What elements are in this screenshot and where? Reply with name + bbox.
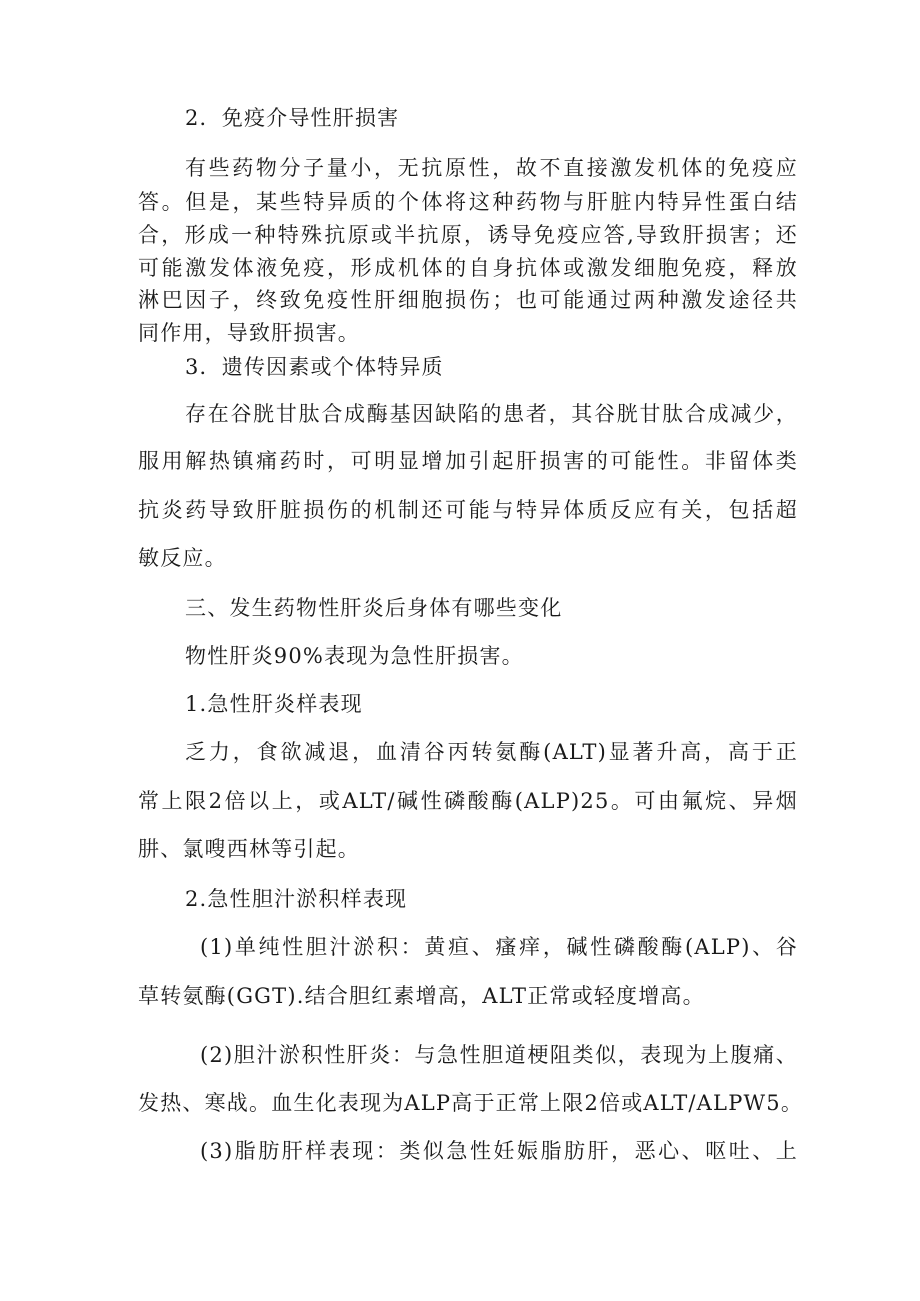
list-item-line: 发热、寒战。血生化表现为ALP高于正常上限2倍或ALT/ALPW5。 — [138, 1091, 804, 1115]
list-item-line: 草转氨酶(GGT).结合胆红素增高，ALT正常或轻度增高。 — [138, 984, 705, 1008]
paragraph-line: 同作用，导致肝损害。 — [138, 321, 360, 345]
paragraph-line: 乏力，食欲减退，血清谷丙转氨酶(ALT)显著升高，高于正 — [185, 740, 798, 764]
paragraph-line: 存在谷胱甘肽合成酶基因缺陷的患者，其谷胱甘肽合成减少， — [185, 402, 798, 426]
paragraph-line: 物性肝炎90%表现为急性肝损害。 — [185, 644, 524, 668]
paragraph-line: 合，形成一种特殊抗原或半抗原，诱导免疫应答,导致肝损害；还 — [138, 223, 798, 247]
list-item-line: (2)胆汁淤积性肝炎：与急性胆道梗阻类似，表现为上腹痛、 — [200, 1043, 798, 1067]
paragraph-line: 抗炎药导致肝脏损伤的机制还可能与特异体质反应有关，包括超 — [138, 498, 798, 522]
section-2-heading: 2．免疫介导性肝损害 — [185, 106, 400, 130]
paragraph-line: 肼、氯嗖西林等引起。 — [138, 837, 360, 861]
subsection-2-heading: 2.急性胆汁淤积样表现 — [185, 887, 408, 911]
paragraph-line: 有些药物分子量小，无抗原性，故不直接激发机体的免疫应 — [185, 156, 798, 180]
part-3-heading: 三、发生药物性肝炎后身体有哪些变化 — [185, 596, 563, 620]
paragraph-line: 可能激发体液免疫，形成机体的自身抗体或激发细胞免疫，释放 — [138, 256, 798, 280]
paragraph-line: 淋巴因子，终致免疫性肝细胞损伤；也可能通过两种激发途径共 — [138, 288, 798, 312]
subsection-1-heading: 1.急性肝炎样表现 — [185, 692, 363, 716]
list-item-line: (1)单纯性胆汁淤积：黄疸、瘙痒，碱性磷酸酶(ALP)、谷 — [200, 935, 798, 959]
paragraph-line: 敏反应。 — [138, 546, 227, 570]
paragraph-line: 常上限2倍以上，或ALT/碱性磷酸酶(ALP)25。可由氟烷、异烟 — [138, 789, 798, 813]
paragraph-line: 服用解热镇痛药时，可明显增加引起肝损害的可能性。非留体类 — [138, 449, 798, 473]
paragraph-line: 答。但是，某些特异质的个体将这种药物与肝脏内特异性蛋白结 — [138, 190, 798, 214]
list-item-line: (3)脂肪肝样表现：类似急性妊娠脂肪肝，恶心、呕吐、上 — [200, 1139, 798, 1163]
section-3-heading: 3．遗传因素或个体特异质 — [185, 355, 444, 379]
